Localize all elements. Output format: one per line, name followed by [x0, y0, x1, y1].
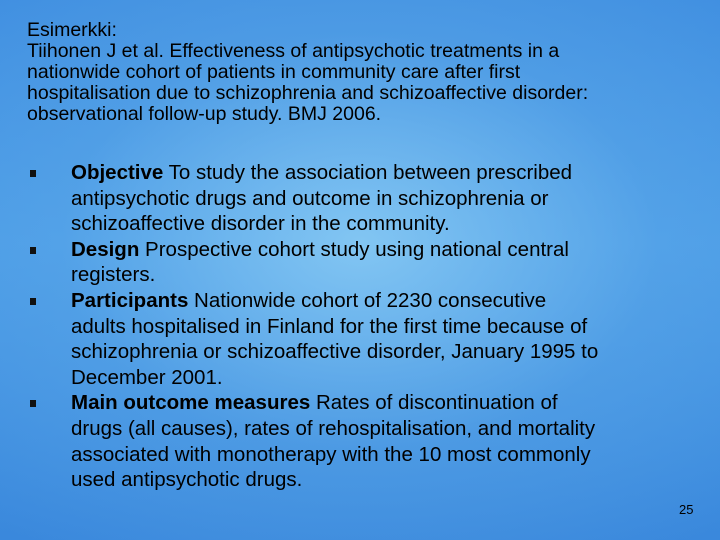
square-bullet-icon: [30, 298, 36, 305]
bullet-text: Prospective cohort study using national central: [139, 237, 569, 261]
bullet-heading: Main outcome measures: [71, 391, 311, 415]
reference-line: Tiihonen J et al. Effectiveness of antipsychotic treatments in a: [27, 40, 560, 62]
bullet-text: Nationwide cohort of 2230 consecutive: [188, 288, 547, 312]
bullet-heading: Design: [71, 237, 140, 261]
bullet-heading: Objective: [71, 161, 164, 184]
bullet-line: used antipsychotic drugs.: [71, 468, 303, 492]
bullet-line: December 2001.: [71, 365, 223, 389]
bullet-line: [71, 288, 700, 314]
square-bullet-icon: [30, 170, 36, 177]
bullet-list: [0, 160, 720, 493]
bullet-line: schizophrenia or schizoaffective disorder, January 1995 to: [71, 340, 599, 364]
square-bullet-icon: [30, 400, 36, 407]
bullet-line: [71, 160, 700, 186]
bullet-line: [71, 237, 700, 263]
bullet-main-outcome-measures: [0, 390, 720, 492]
square-bullet-icon: [30, 247, 36, 254]
bullet-line: drugs (all causes), rates of rehospitalisation, and mortality: [71, 416, 596, 440]
bullet-objective: [0, 160, 720, 237]
page-number: 25: [679, 502, 694, 517]
bullet-text: Rates of discontinuation of: [310, 391, 558, 415]
bullet-design: [0, 237, 720, 288]
bullet-line: adults hospitalised in Finland for the first time because of: [71, 314, 588, 338]
reference-line: hospitalisation due to schizophrenia and schizoaffective disorder:: [27, 82, 589, 104]
bullet-participants: [0, 288, 720, 390]
bullet-line: schizoaffective disorder in the community.: [71, 212, 450, 236]
reference-citation: [27, 20, 717, 125]
bullet-text: To study the association between prescribed: [163, 161, 573, 184]
bullet-heading: Participants: [71, 288, 189, 312]
bullet-line: antipsychotic drugs and outcome in schizophrenia or: [71, 186, 549, 210]
reference-line: Esimerkki:: [27, 19, 117, 41]
reference-line: observational follow-up study. BMJ 2006.: [27, 103, 382, 125]
bullet-line: [71, 390, 700, 416]
reference-line: nationwide cohort of patients in community care after first: [27, 61, 521, 83]
bullet-line: associated with monotherapy with the 10 most commonly: [71, 442, 591, 466]
bullet-line: registers.: [71, 263, 156, 287]
